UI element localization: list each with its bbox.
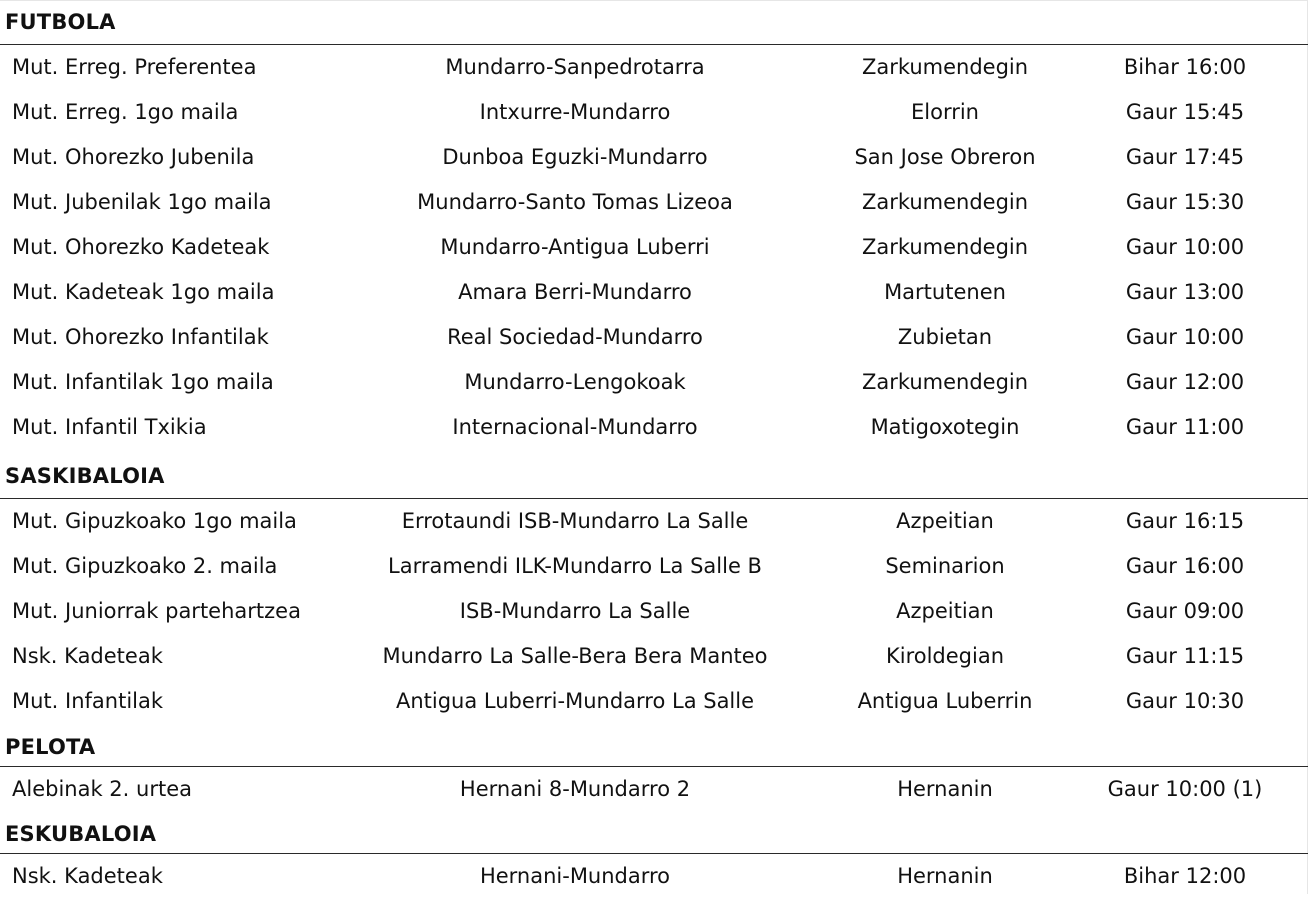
venue-cell: Hernanin <box>897 864 993 888</box>
match-row <box>0 589 1308 634</box>
venue-cell: Zarkumendegin <box>861 235 1029 259</box>
time-cell: Gaur 10:00 <box>1125 235 1245 259</box>
time-cell: Gaur 12:00 <box>1125 370 1245 394</box>
match-row <box>0 90 1308 135</box>
venue-cell: Matigoxotegin <box>870 415 1020 439</box>
section-saskibaloia <box>0 450 1308 724</box>
category-cell: Nsk. Kadeteak <box>12 864 163 888</box>
section-title: PELOTA <box>0 724 1308 767</box>
venue-cell: Zarkumendegin <box>861 55 1029 79</box>
time-cell: Gaur 15:30 <box>1125 190 1245 214</box>
category-cell: Mut. Jubenilak 1go maila <box>12 190 272 214</box>
match-row <box>0 225 1308 270</box>
match-cell: Hernani-Mundarro <box>479 864 671 888</box>
time-cell: Bihar 16:00 <box>1123 55 1247 79</box>
match-cell: Real Sociedad-Mundarro <box>447 325 703 349</box>
time-cell: Gaur 09:00 <box>1125 599 1245 623</box>
section-eskubaloia <box>0 812 1308 898</box>
venue-cell: Azpeitian <box>896 599 994 623</box>
match-cell: Mundarro-Santo Tomas Lizeoa <box>417 190 733 214</box>
match-row <box>0 854 1308 898</box>
category-cell: Mut. Gipuzkoako 1go maila <box>12 509 297 533</box>
match-cell: Mundarro-Antigua Luberri <box>440 235 710 259</box>
category-cell: Mut. Ohorezko Infantilak <box>12 325 269 349</box>
category-cell: Alebinak 2. urtea <box>12 777 192 801</box>
venue-cell: Azpeitian <box>896 509 994 533</box>
time-cell: Gaur 10:30 <box>1125 689 1245 713</box>
match-row <box>0 270 1308 315</box>
section-title: SASKIBALOIA <box>0 450 1308 499</box>
time-cell: Gaur 10:00 <box>1125 325 1245 349</box>
venue-cell: Kiroldegian <box>885 644 1005 668</box>
category-cell: Mut. Juniorrak partehartzea <box>12 599 301 623</box>
category-cell: Mut. Infantilak 1go maila <box>12 370 274 394</box>
match-row <box>0 180 1308 225</box>
match-row <box>0 45 1308 90</box>
time-cell: Gaur 13:00 <box>1125 280 1245 304</box>
match-cell: Mundarro-Sanpedrotarra <box>445 55 705 79</box>
category-cell: Mut. Ohorezko Jubenila <box>12 145 255 169</box>
section-title: FUTBOLA <box>0 0 1308 45</box>
match-row <box>0 544 1308 589</box>
match-row <box>0 135 1308 180</box>
time-cell: Gaur 16:00 <box>1125 554 1245 578</box>
match-cell: Mundarro La Salle-Bera Bera Manteo <box>382 644 768 668</box>
match-row <box>0 634 1308 679</box>
venue-cell: Elorrin <box>911 100 979 124</box>
category-cell: Mut. Kadeteak 1go maila <box>12 280 275 304</box>
match-row <box>0 315 1308 360</box>
venue-cell: Zarkumendegin <box>861 190 1029 214</box>
time-cell: Gaur 17:45 <box>1125 145 1245 169</box>
match-cell: Errotaundi ISB-Mundarro La Salle <box>401 509 749 533</box>
match-row <box>0 405 1308 450</box>
match-cell: Dunboa Eguzki-Mundarro <box>442 145 708 169</box>
match-row <box>0 360 1308 405</box>
match-cell: Antigua Luberri-Mundarro La Salle <box>395 689 755 713</box>
category-cell: Mut. Ohorezko Kadeteak <box>12 235 270 259</box>
category-cell: Mut. Erreg. Preferentea <box>12 55 257 79</box>
time-cell: Gaur 11:15 <box>1125 644 1245 668</box>
match-cell: Amara Berri-Mundarro <box>458 280 692 304</box>
match-cell: Mundarro-Lengokoak <box>464 370 686 394</box>
category-cell: Mut. Infantil Txikia <box>12 415 207 439</box>
match-row <box>0 679 1308 724</box>
venue-cell: San Jose Obreron <box>854 145 1036 169</box>
category-cell: Mut. Infantilak <box>12 689 164 713</box>
category-cell: Nsk. Kadeteak <box>12 644 163 668</box>
match-cell: Hernani 8-Mundarro 2 <box>459 777 691 801</box>
category-cell: Mut. Gipuzkoako 2. maila <box>12 554 278 578</box>
match-cell: Intxurre-Mundarro <box>479 100 671 124</box>
category-cell: Mut. Erreg. 1go maila <box>12 100 239 124</box>
match-cell: ISB-Mundarro La Salle <box>459 599 691 623</box>
match-cell: Internacional-Mundarro <box>452 415 698 439</box>
section-pelota <box>0 724 1308 812</box>
time-cell: Gaur 10:00 (1) <box>1107 777 1263 801</box>
venue-cell: Zubietan <box>897 325 993 349</box>
time-cell: Gaur 16:15 <box>1125 509 1245 533</box>
venue-cell: Seminarion <box>885 554 1005 578</box>
time-cell: Gaur 15:45 <box>1125 100 1245 124</box>
venue-cell: Martutenen <box>884 280 1006 304</box>
time-cell: Gaur 11:00 <box>1125 415 1245 439</box>
match-row <box>0 499 1308 544</box>
venue-cell: Antigua Luberrin <box>857 689 1033 713</box>
section-title: ESKUBALOIA <box>0 812 1308 854</box>
time-cell: Bihar 12:00 <box>1123 864 1247 888</box>
venue-cell: Hernanin <box>897 777 993 801</box>
match-row <box>0 767 1308 812</box>
match-cell: Larramendi ILK-Mundarro La Salle B <box>388 554 762 578</box>
venue-cell: Zarkumendegin <box>861 370 1029 394</box>
